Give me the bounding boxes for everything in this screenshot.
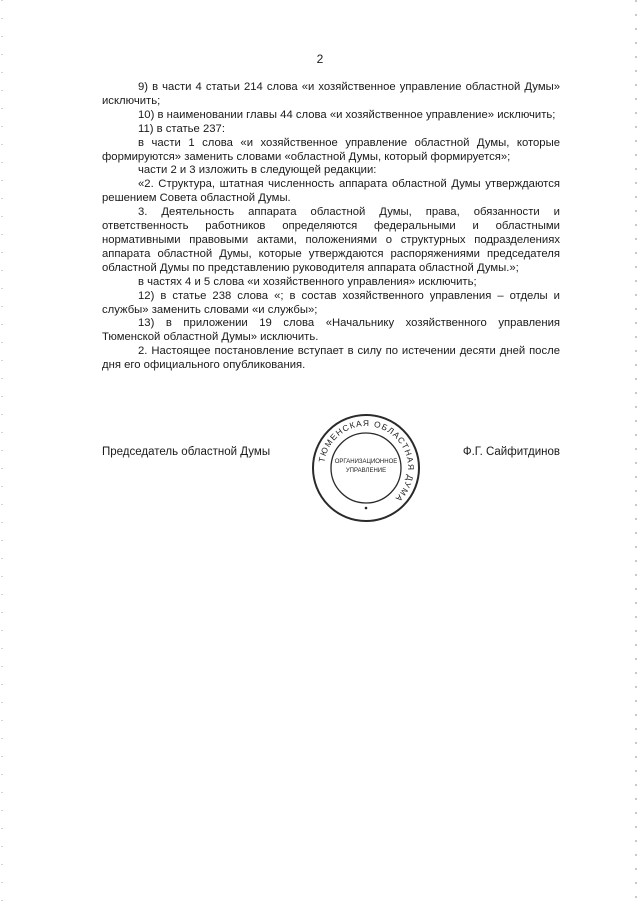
scan-edge-left (1, 0, 3, 905)
svg-text:УПРАВЛЕНИЕ: УПРАВЛЕНИЕ (345, 468, 387, 474)
page-number: 2 (316, 52, 324, 66)
svg-text:ТЮМЕНСКАЯ ОБЛАСТНАЯ ДУМА: ТЮМЕНСКАЯ ОБЛАСТНАЯ ДУМА (316, 417, 417, 505)
paragraph: 10) в наименовании главы 44 слова «и хозяйственное управление» исключить; (138, 108, 556, 121)
paragraph: в части 1 слова «и хозяйственное управление областной Думы, которые формируются» заменить словами «областной Думы, который формируется»; (102, 136, 560, 163)
paragraph: в частях 4 и 5 слова «и хозяйственного управления» исключить; (138, 275, 477, 288)
paragraph: «2. Структура, штатная численность аппарата областной Думы утверждаются решением Совета областной Думы. (102, 178, 560, 205)
paragraph: 12) в статье 238 слова «; в состав хозяйственного управления – отделы и службы» заменить словами «и службы»; (102, 289, 560, 316)
paragraph: 13) в приложении 19 слова «Начальнику хозяйственного управления Тюменской областной Думы» исключить. (102, 317, 560, 344)
paragraph: части 2 и 3 изложить в следующей редакции: (138, 164, 377, 177)
svg-text:ОРГАНИЗАЦИОННОЕ: ОРГАНИЗАЦИОННОЕ (334, 459, 398, 465)
official-seal (310, 412, 422, 524)
paragraph: 9) в части 4 статьи 214 слова «и хозяйственное управление областной Думы» исключить; (102, 81, 560, 107)
signatory-title: Председатель областной Думы (102, 446, 271, 458)
scan-edge-right (635, 0, 637, 905)
paragraph: 11) в статье 237: (138, 122, 225, 135)
signatory-name: Ф.Г. Сайфитдинов (462, 446, 560, 458)
paragraph: 3. Деятельность аппарата областной Думы, права, обязанности и ответственность работников определяются федеральными и областными нормативными правовыми актами, положениями о структурных подразделениях аппарата областной Думы, которые утверждаются распоряжениями председателя областной Думы по представлению руководителя аппарата областной Думы.»; (102, 206, 560, 274)
document-body (102, 81, 560, 373)
paragraph: 2. Настоящее постановление вступает в силу по истечении десяти дней после дня его официального опубликования. (102, 345, 560, 372)
